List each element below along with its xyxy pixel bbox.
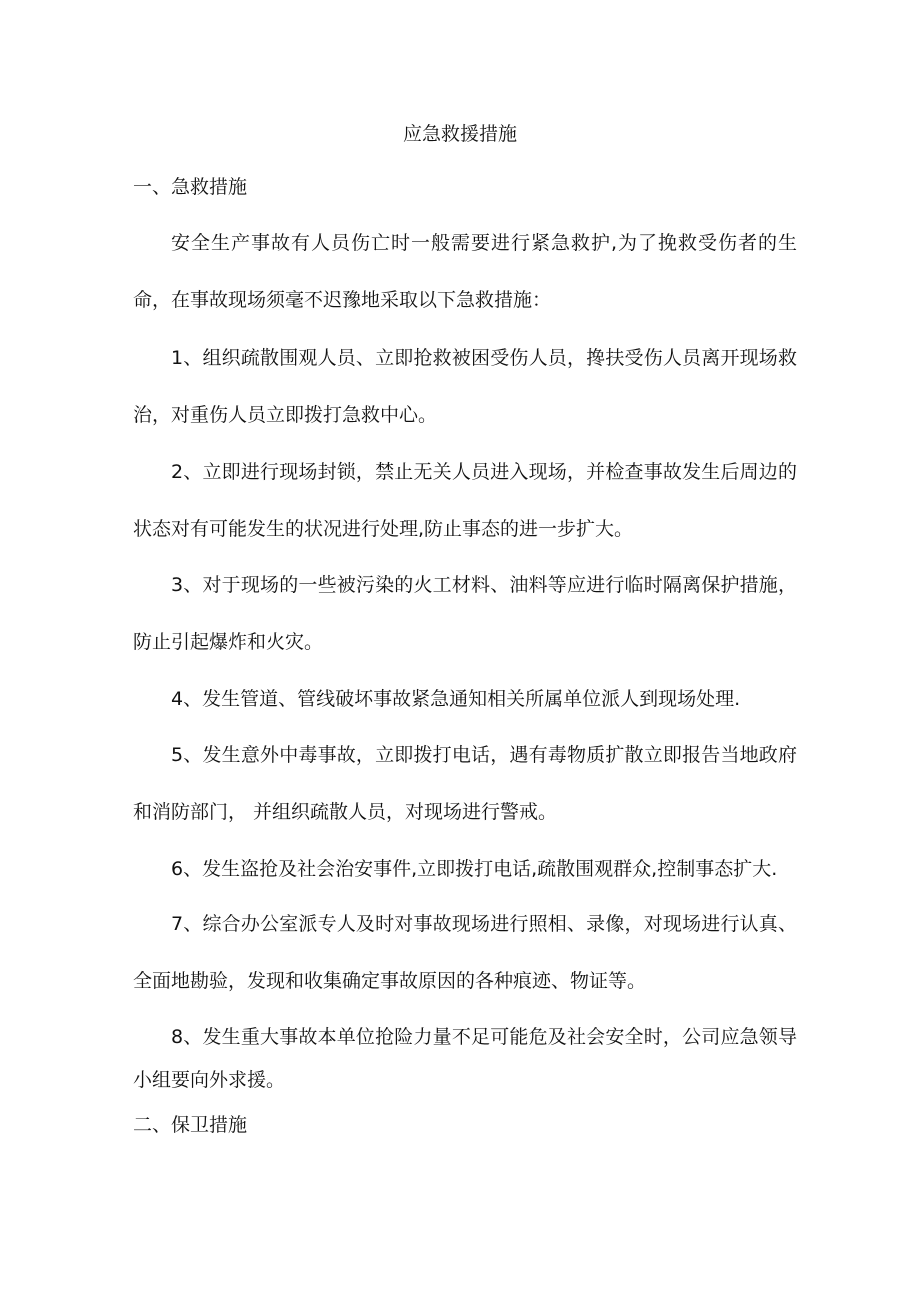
list-item-4: 4、发生管道、管线破坏事故紧急通知相关所属单位派人到现场处理. (171, 688, 741, 710)
section-heading-security: 二、保卫措施 (133, 1114, 248, 1136)
list-item-3: 3、对于现场的一些被污染的火工材料、油料等应进行临时隔离保护措施，防止引起爆炸和火灾。 (133, 574, 797, 653)
list-item-2: 2、立即进行现场封锁，禁止无关人员进入现场，并检查事故发生后周边的状态对有可能发生的状况进行处理,防止事态的进一步扩大。 (133, 461, 797, 540)
list-item-5: 5、发生意外中毒事故，立即拨打电话，遇有毒物质扩散立即报告当地政府和消防部门， 并组织疏散人员，对现场进行警戒。 (133, 744, 797, 823)
intro-paragraph: 安全生产事故有人员伤亡时一般需要进行紧急救护,为了挽救受伤者的生命，在事故现场须毫不迟豫地采取以下急救措施： (133, 232, 797, 311)
document-title: 应急救援措施 (402, 123, 517, 145)
list-item-6: 6、发生盗抢及社会治安事件,立即拨打电话,疏散围观群众,控制事态扩大. (171, 858, 778, 880)
list-item-1: 1、组织疏散围观人员、立即抢救被困受伤人员，搀扶受伤人员离开现场救治，对重伤人员立即拨打急救中心。 (133, 347, 797, 426)
list-item-8: 8、发生重大事故本单位抢险力量不足可能危及社会安全时，公司应急领导小组要向外求援。 (133, 1026, 797, 1091)
list-item-7: 7、综合办公室派专人及时对事故现场进行照相、录像，对现场进行认真、全面地勘验，发现和收集确定事故原因的各种痕迹、物证等。 (133, 913, 797, 992)
section-heading-first-aid: 一、急救措施 (133, 176, 248, 198)
